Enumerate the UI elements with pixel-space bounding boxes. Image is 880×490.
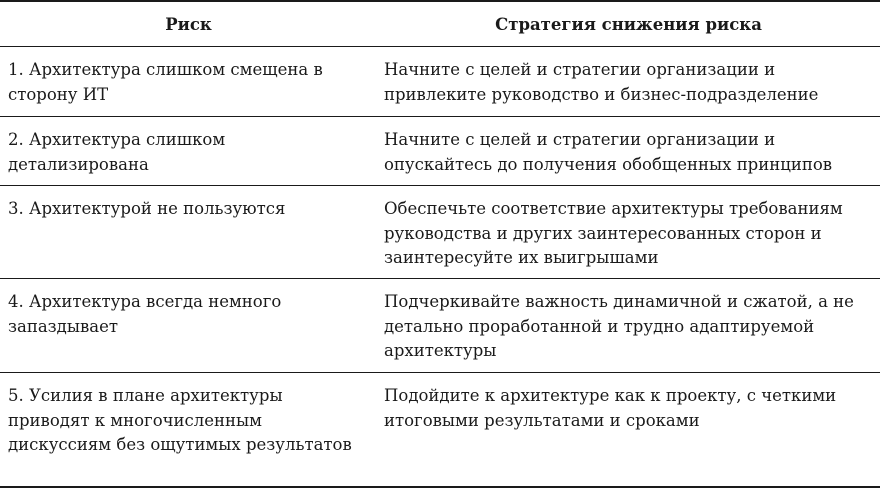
risk-text: 1. Архитектура слишком смещена в сторону ИТ — [8, 60, 323, 104]
strategy-cell — [377, 47, 880, 117]
strategy-text: Подчеркивайте важность динамичной и сжатой, а не детально проработанной и трудно адаптируемой архитектуры — [384, 292, 854, 360]
header-risk: Риск — [0, 1, 377, 47]
strategy-text: Обеспечьте соответствие архитектуры требованиям руководства и других заинтересованных сторон и заинтересуйте их выигрышами — [384, 199, 843, 267]
table-row — [0, 186, 880, 279]
table-header — [0, 1, 880, 47]
strategy-text: Начните с целей и стратегии организации и опускайтесь до получения обобщенных принципов — [384, 130, 833, 174]
risk-text: 4. Архитектура всегда немного запаздывает — [8, 292, 282, 336]
header-strategy: Стратегия снижения риска — [377, 1, 880, 47]
strategy-cell — [377, 373, 880, 474]
risk-cell — [0, 47, 377, 117]
table-row — [0, 47, 880, 117]
header-row — [0, 1, 880, 47]
strategy-text: Подойдите к архитектуре как к проекту, с четкими итоговыми результатами и сроками — [384, 386, 837, 430]
risk-cell — [0, 373, 377, 474]
strategy-cell — [377, 117, 880, 186]
risk-cell — [0, 186, 377, 279]
table-bottom-rule — [0, 486, 880, 488]
table-body — [0, 47, 880, 474]
risk-cell — [0, 279, 377, 373]
risk-text: 2. Архитектура слишком детализирована — [8, 130, 226, 174]
risk-text: 5. Усилия в плане архитектуры приводят к многочисленным дискуссиям без ощутимых результатов — [8, 386, 352, 454]
risk-text: 3. Архитектурой не пользуются — [8, 199, 286, 218]
risk-cell — [0, 117, 377, 186]
strategy-cell — [377, 186, 880, 279]
strategy-text: Начните с целей и стратегии организации и привлеките руководство и бизнес-подразделение — [384, 60, 819, 104]
table-row — [0, 373, 880, 474]
table-row — [0, 117, 880, 186]
table-row — [0, 279, 880, 373]
strategy-cell — [377, 279, 880, 373]
